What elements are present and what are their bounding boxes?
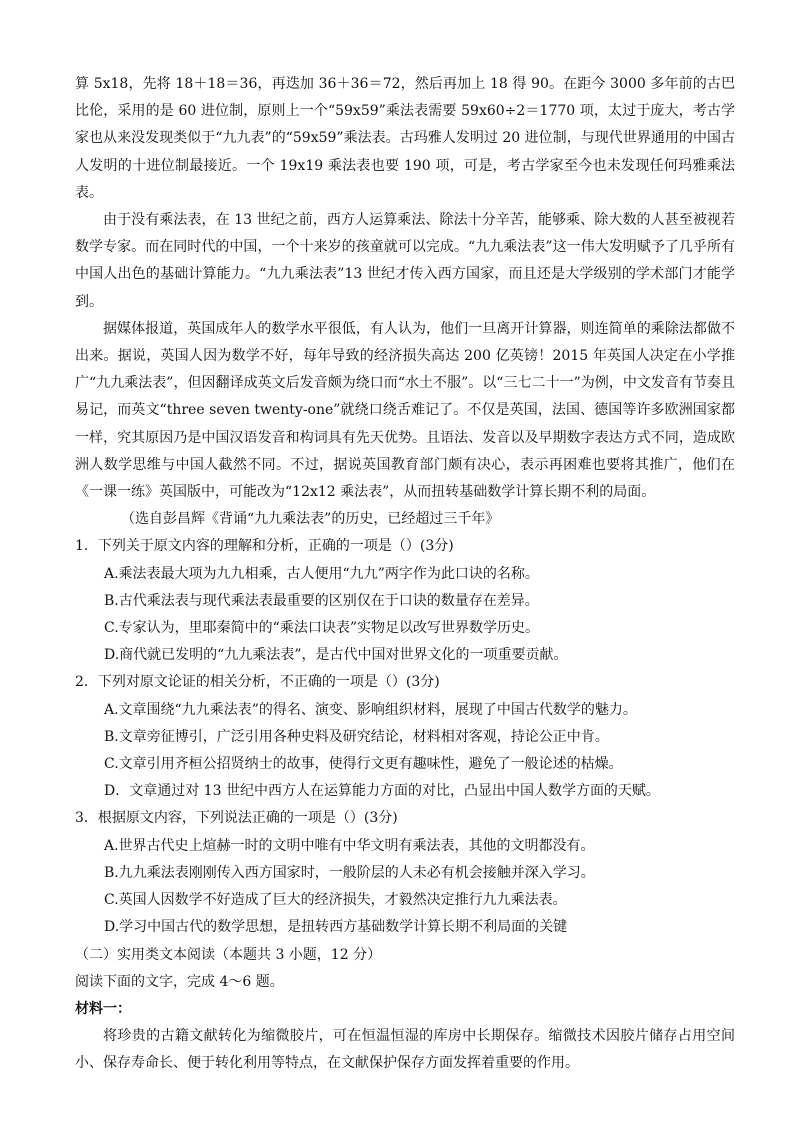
section-instruction: 阅读下面的文字，完成 4～6 题。 [75, 973, 284, 990]
question-3 [75, 805, 735, 941]
question-stem: 1．下列关于原文内容的理解和分析，正确的一项是（）(3分) [75, 538, 454, 555]
question-option: C.文章引用齐桓公招贤纳士的故事，使得行文更有趣味性，避免了一般论述的枯燥。 [104, 756, 623, 773]
question-option: D.商代就已发明的“九九乘法表”，是古代中国对世界文化的一项重要贡献。 [104, 647, 568, 664]
question-option: D.学习中国古代的数学思想，是扭转西方基础数学计算长期不利局面的关键 [104, 919, 568, 936]
question-option: C.专家认为，里耶秦简中的“乘法口诀表”实物足以改写世界数学历史。 [104, 620, 539, 637]
question-option: B.九九乘法表刚刚传入西方国家时，一般阶层的人未必有机会接触并深入学习。 [104, 864, 595, 881]
question-option: D．文章通过对 13 世纪中西方人在运算能力方面的对比，凸显出中国人数学方面的天赋。 [104, 783, 660, 800]
article-source: （选自彭昌辉《背诵“九九乘法表”的历史，已经超过三千年》 [121, 511, 500, 528]
document-page [75, 71, 735, 1078]
question-option: C.英国人因数学不好造成了巨大的经济损失，才毅然决定推行九九乘法表。 [104, 892, 567, 909]
question-stem: 2．下列对原文论证的相关分析，不正确的一项是（）(3分) [75, 674, 440, 691]
question-option: A.文章围绕“九九乘法表”的得名、演变、影响组织材料，展现了中国古代数学的魅力。 [104, 701, 637, 718]
question-2 [75, 669, 735, 805]
question-1 [75, 533, 735, 669]
article-paragraph-3: 据媒体报道，英国成年人的数学水平很低，有人认为，他们一旦离开计算器，则连简单的乘除法都做不出来。据说，英国人因为数学不好，每年导致的经济损失高达 200 亿英镑！2015 年英国人决定在小学推广“九九乘法表”，但因翻译成英文后发音颇为绕口而“水土不服”。以“三七二十一”为例，中文发音有节奏且易记，而英文“three seven twenty-one”就绕口绕舌难记了。不仅是英国，法国、德国等许多欧洲国家都一样，究其原因乃是中国汉语发音和构词具有先天优势。且语法、发音以及早期数字表达方式不同，造成欧洲人数学思维与中国人截然不同。不过，据说英国教育部门颇有决心，表示再困难也要将其推广，他们在《一课一练》英国版中，可能改为“12x12 乘法表”，从而扭转基础数学计算长期不利的局面。 [75, 320, 735, 501]
article-paragraph-1: 算 5x18，先将 18＋18＝36，再迭加 36＋36＝72，然后再加上 18 得 90。在距今 3000 多年前的古巴比伦，采用的是 60 进位制，原则上一个“59x59”乘法表需要 59x60÷2＝1770 项，太过于庞大，考古学家也从来没发现类似于“九九表”的“59x59”乘法表。古玛雅人发明过 20 进位制，与现代世界通用的中国古人发明的十进位制最接近。一个 19x19 乘法表也要 190 项，可是，考古学家至今也未发现任何玛雅乘法表。 [75, 76, 735, 201]
question-option: A.乘法表最大项为九九相乘，古人便用“九九”两字作为此口诀的名称。 [104, 565, 539, 582]
question-stem: 3．根据原文内容，下列说法正确的一项是（）(3分) [75, 810, 398, 827]
question-option: B.古代乘法表与现代乘法表最重要的区别仅在于口诀的数量存在差异。 [104, 592, 539, 609]
section-heading: （二）实用类文本阅读（本题共 3 小题，12 分） [75, 946, 382, 963]
article-paragraph-2: 由于没有乘法表，在 13 世纪之前，西方人运算乘法、除法十分辛苦，能够乘、除大数的人甚至被视若数学专家。而在同时代的中国，一个十来岁的孩童就可以完成。“九九乘法表”这一伟大发明赋予了几乎所有中国人出色的基础计算能力。“九九乘法表”13 世纪才传入西方国家，而且还是大学级别的学术部门才能学到。 [75, 212, 735, 310]
material-paragraph: 将珍贵的古籍文献转化为缩微胶片，可在恒温恒湿的库房中长期保存。缩微技术因胶片储存占用空间小、保存寿命长、便于转化利用等特点，在文献保护保存方面发挥着重要的作用。 [75, 1028, 735, 1072]
question-option: A.世界古代史上煊赫一时的文明中唯有中华文明有乘法表，其他的文明都没有。 [104, 837, 595, 854]
question-option: B.文章旁征博引，广泛引用各种史料及研究结论，材料相对客观，持论公正中肯。 [104, 728, 609, 745]
material-label: 材料一： [75, 1000, 131, 1017]
